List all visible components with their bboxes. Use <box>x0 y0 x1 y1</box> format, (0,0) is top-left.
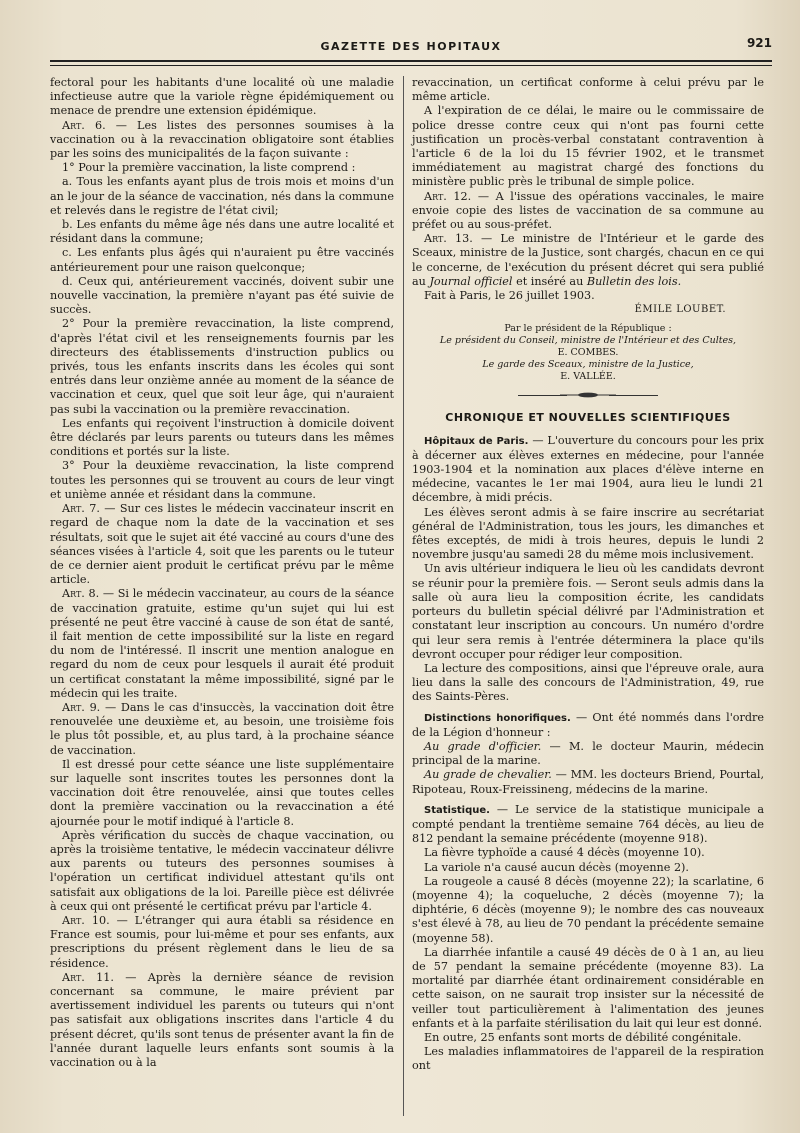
article-10 <box>50 914 394 971</box>
section-separator <box>412 389 764 403</box>
en-outre-line: En outre, 25 enfants sont morts de débilité congénitale. <box>424 1030 742 1044</box>
article-text: — Le ministre de l'Intérieur et le garde des Sceaux, ministre de la Justice, sont chargés, chacun en ce qui le concerne, de l'exécution du présent décret qui sera publié au <box>412 232 765 288</box>
president-du-conseil: Le président du Conseil, ministre de l'Intérieur et des Cultes, <box>439 335 737 347</box>
article-label: Art. 8. <box>62 587 100 601</box>
article-9 <box>50 701 394 758</box>
header-rule-thin <box>50 65 772 66</box>
first-vaccination-heading: 1° Pour la première vaccination, la liste comprend : <box>62 161 356 175</box>
avis-paragraph: Un avis ultérieur indiquera le lieu où les candidats devront se réunir pour la première fois. — Seront seuls admis dans la salle où aura lieu la composition écrite, les candidats porteurs du bulletin spécial délivré par l'Administration et constatant leur inscription au concours. Un numéro d'ordre qui leur sera remis à l'entrée déterminera la place qu'ils devront occuper pour rédiger leur composition. <box>412 562 764 661</box>
article-text: — A l'issue des opérations vaccinales, le maire envoie copie des listes de vaccination de sa commune au préfet ou au sous-préfet. <box>412 189 764 232</box>
separator-line-right <box>609 395 658 396</box>
article-label: Art. 6. <box>62 118 106 132</box>
article-text: — Après la dernière séance de revision concernant sa commune, le maire prévient par avertissement individuel les parents ou tuteurs qui n'ont pas satisfait aux obligations inscrites dans l'article 4 du présent décret, qu'ils sont tenus de présenter avant la fin de l'année durant laquelle leurs enfants sont soumis à la vaccination ou à la <box>50 970 394 1070</box>
garde-des-sceaux: Le garde des Sceaux, ministre de la Justice, <box>482 359 694 371</box>
article-label: Art. 7. <box>62 502 100 516</box>
verification-paragraph: Après vérification du succès de chaque vaccination, ou après la troisième tentative, le médecin vaccinateur délivre aux parents ou tuteurs des personnes soumises à l'opération un certificat individuel attestant qu'ils ont satisfait aux obligations de la loi. Pareille pièce est délivrée à ceux qui ont présenté le certificat prévu par l'article 4. <box>50 828 394 913</box>
article-label: Art. 10. <box>62 913 110 927</box>
paragraph-continued: fectoral pour les habitants d'une localité où une maladie infectieuse autre que la variole règne épidémiquement ou menace de prendre une extension épidémique. <box>50 76 394 118</box>
signature-loubet: ÉMILE LOUBET. <box>634 304 726 316</box>
hopitaux-de-paris <box>412 434 764 506</box>
right-column <box>412 76 764 1074</box>
runin-text: — L'ouverture du concours pour les prix à décerner aux élèves externes en médecine, pour l'année 1903-1904 et la nomination aux places d'élève interne en médecine, vacantes le 1er mai 1904, aura lieu le lundi 21 décembre, à midi précis. <box>412 433 764 505</box>
separator-ornament-icon <box>560 392 616 398</box>
home-instruction-paragraph: Les enfants qui reçoivent l'instruction à domicile doivent être déclarés par leurs parents ou tuteurs dans les mêmes conditions et portés sur la liste. <box>50 416 394 459</box>
article-label: Art. 11. <box>62 970 114 984</box>
decree-date: Fait à Paris, le 26 juillet 1903. <box>424 289 595 303</box>
article-6 <box>50 119 394 162</box>
paragraph-continued: revaccination, un certificat conforme à celui prévu par le même article. <box>412 76 764 104</box>
statistique <box>412 803 764 847</box>
rougeole-paragraph: La rougeole a causé 8 décès (moyenne 22); la scarlatine, 6 (moyenne 4); la coqueluche, 2 décès (moyenne 7); la diphtérie, 6 décès (moyenne 9); le nombre des cas nouveaux s'est élevé à 78, au lieu de 70 pendant la précédente semaine (moyenne 58). <box>412 874 764 945</box>
bulletin-des-lois: Bulletin des lois. <box>586 274 682 288</box>
runin-heading: Hôpitaux de Paris. <box>424 435 529 447</box>
grade-chevalier <box>412 768 764 796</box>
article-text: — Les listes des personnes soumises à la vaccination ou à la revaccination obligatoire sont établies par les soins des municipalités de la façon suivante : <box>50 118 394 161</box>
third-revaccination: 3° Pour la deuxième revaccination, la liste comprend toutes les personnes qui se trouvent au cours de leur vingt et unième année et résidant dans la commune. <box>50 459 394 501</box>
page-header <box>50 38 772 58</box>
diarrhee-paragraph: La diarrhée infantile a causé 49 décès de 0 à 1 an, au lieu de 57 pendant la semaine précédente (moyenne 83). La mortalité par diarrhée étant ordinairement considérable en cette saison, on ne saurait trop insister sur la nécessité de veiller tout particulièrement à l'alimentation des jeunes enfants et à la parfaite stérilisation du lait qui leur est donné. <box>412 945 764 1030</box>
list-item-a: a. Tous les enfants ayant plus de trois mois et moins d'un an le jour de la séance de vaccination, nés dans la commune et relevés dans le registre de l'état civil; <box>50 175 394 217</box>
grade-label: Au grade de chevalier. <box>424 768 552 782</box>
article-label: Art. 13. <box>424 232 473 246</box>
runin-heading: Distinctions honorifiques. <box>424 712 571 724</box>
supplementary-list-paragraph: Il est dressé pour cette séance une liste supplémentaire sur laquelle sont inscrites toutes les personnes dont la vaccination doit être renouvelée, ainsi que toutes celles dont la première vaccination ou la revaccination a été ajournée pour le motif indiqué à l'article 8. <box>50 757 394 828</box>
article-8 <box>50 587 394 701</box>
article-text: — Dans le cas d'insuccès, la vaccination doit être renouvelée une deuxième et, au besoin, une troisième fois le plus tôt possible, et, au plus tard, à la prochaine séance de vaccination. <box>50 700 394 757</box>
grade-label: Au grade d'officier. <box>424 739 542 753</box>
page-number: 921 <box>746 36 772 50</box>
runin-text: — Ont été nommés dans l'ordre de la Légion d'honneur : <box>412 710 764 739</box>
list-item-c: c. Les enfants plus âgés qui n'auraient pu être vaccinés antérieurement pour une raison quelconque; <box>50 246 394 274</box>
lecture-paragraph: La lecture des compositions, ainsi que l'épreuve orale, aura lieu dans la salle des concours de l'Administration, 49, rue des Saints-Pères. <box>412 661 764 704</box>
article-label: Art. 9. <box>62 700 101 714</box>
article-text-mid: et inséré au <box>512 274 587 288</box>
typhoide-line: La fièvre typhoïde a causé 4 décès (moyenne 10). <box>424 846 705 860</box>
article-text: — Si le médecin vaccinateur, au cours de la séance de vaccination gratuite, estime qu'un sujet qui lui est présenté ne peut être vacciné à cause de son état de santé, il fait mention de cette impossibilité sur la liste en regard du nom de l'intéressé. Il inscrit une mention analogue en regard du nom de ceux pour lesquels il aurait été produit un certificat constatant la même impossibilité, signé par le médecin qui les traite. <box>50 587 394 700</box>
list-item-d: d. Ceux qui, antérieurement vaccinés, doivent subir une nouvelle vaccination, la première n'ayant pas été suivie de succès. <box>50 274 394 317</box>
runin-heading: Statistique. <box>424 804 490 816</box>
runin-text: — Le service de la statistique municipale a compté pendant la trentième semaine 764 décès, au lieu de 812 pendant la semaine précédente (moyenne 918). <box>412 802 764 846</box>
grade-officier <box>412 740 764 768</box>
list-item-b: b. Les enfants du même âge nés dans une autre localité et résidant dans la commune; <box>50 218 394 246</box>
expiration-paragraph: A l'expiration de ce délai, le maire ou le commissaire de police dresse contre ceux qui n'ont pas fourni cette justification un procès-verbal constatant contravention à l'article 6 de la loi du 15 février 1902, et le transmet immédiatement au magistrat chargé des fonctions du ministère public près le tribunal de simple police. <box>412 104 764 189</box>
journal-title: GAZETTE DES HOPITAUX <box>320 40 502 53</box>
article-text: — L'étranger qui aura établi sa résidence en France est soumis, pour lui-même et pour ses enfants, aux prescriptions du présent règlement dans le lieu de sa résidence. <box>50 913 395 970</box>
header-rule-thick <box>50 60 772 62</box>
article-11 <box>50 971 394 1070</box>
grade-text: — M. le docteur Maurin, médecin principal de la marine. <box>412 739 764 768</box>
maladies-line: Les maladies inflammatoires de l'appareil de la respiration ont <box>412 1045 764 1073</box>
grade-text: — MM. les docteurs Briend, Pourtal, Ripoteau, Roux-Freissineng, médecins de la marine. <box>412 768 765 796</box>
signature-vallee: E. VALLÉE. <box>560 371 616 383</box>
section-title: CHRONIQUE ET NOUVELLES SCIENTIFIQUES <box>445 411 731 425</box>
variole-line: La variole n'a causé aucun décès (moyenne 2). <box>424 860 689 874</box>
left-column <box>50 76 394 1070</box>
column-divider <box>403 76 404 1116</box>
signature-combes: E. COMBES. <box>557 347 619 359</box>
article-12 <box>412 190 764 233</box>
par-le-president: Par le président de la République : <box>504 323 672 335</box>
article-label: Art. 12. <box>424 189 472 203</box>
article-7 <box>50 502 394 587</box>
article-text: — Sur ces listes le médecin vaccinateur inscrit en regard de chaque nom la date de la vaccination et ses résultats, soit que le sujet ait été vacciné au cours d'une des séances visées à l'article 4, soit que les parents ou le tuteur de ce dernier aient produit le certificat prévu par le même article. <box>50 502 394 587</box>
journal-officiel: Journal officiel <box>429 274 513 288</box>
distinctions-honorifiques <box>412 711 764 740</box>
eleves-paragraph: Les élèves seront admis à se faire inscrire au secrétariat général de l'Administration, tous les jours, les dimanches et fêtes exceptés, de midi à trois heures, depuis le lundi 2 novembre jusqu'au samedi 28 du même mois inclusivement. <box>412 505 764 562</box>
article-13 <box>412 232 764 289</box>
second-revaccination: 2° Pour la première revaccination, la liste comprend, d'après l'état civil et les renseignements fournis par les directeurs des établissements d'instruction publics ou privés, tous les enfants inscrits dans les écoles qui sont entrés dans leur onzième année au moment de la séance de vaccination et ceux, quel que soit leur âge, qui n'auraient pas subi la vaccination ou la première revaccination. <box>50 317 394 416</box>
